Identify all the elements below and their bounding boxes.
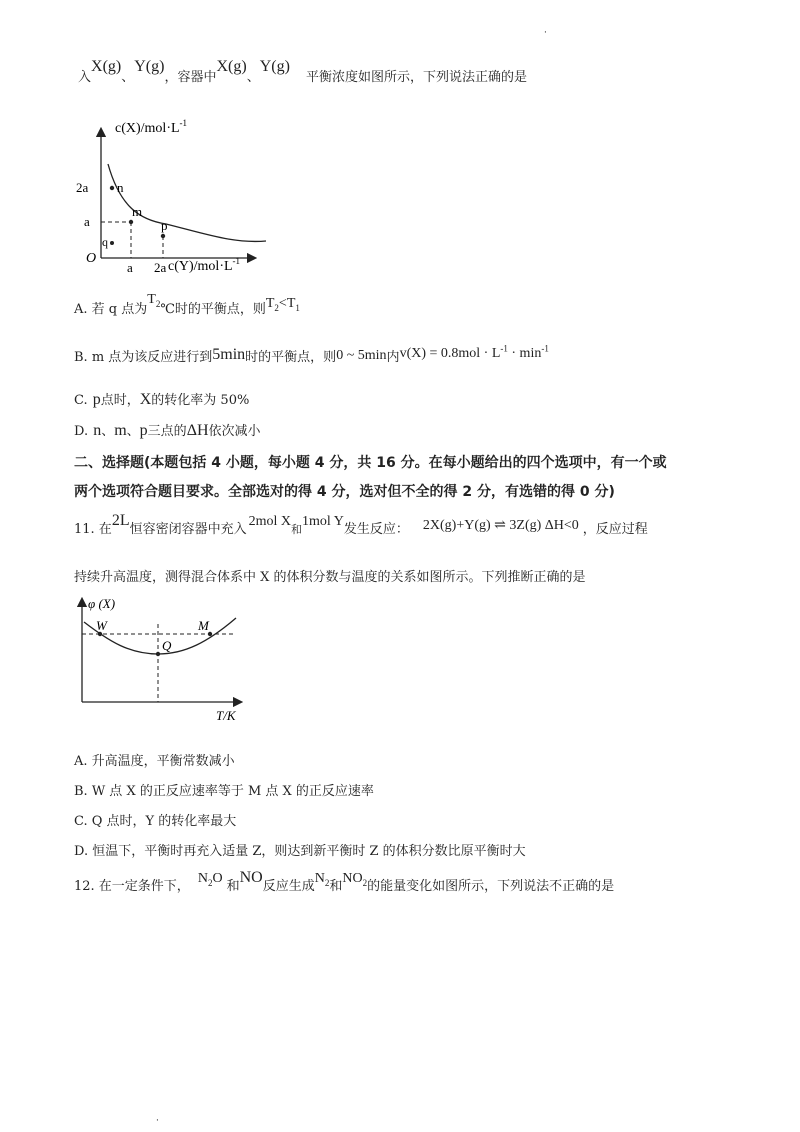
q10-stem-x1: X(g) — [91, 58, 122, 75]
stray-dot-top: · — [544, 28, 547, 38]
q10-origin-label: O — [86, 251, 97, 266]
q11-label-m: M — [198, 618, 209, 633]
q10-option-c-mid: 点时， — [100, 393, 140, 408]
q10-option-d — [74, 420, 261, 440]
q10-option-d-dh: ΔH — [186, 422, 209, 439]
q10-option-b-prefix: B. m 点为该反应进行到 — [74, 350, 213, 365]
q10-stem-x2: X(g) — [216, 58, 247, 75]
q10-option-b-time: 5min — [212, 346, 246, 363]
q10-xlabel: $c(Y)/mol\cdot L^{-1}$ — [168, 256, 241, 274]
q10-option-d-sep1: 、 — [101, 424, 115, 439]
q10-point-m — [129, 220, 133, 224]
q12-end: 的能量变化如图所示，下列说法不正确的是 — [367, 879, 615, 894]
q10-label-n: n — [117, 180, 124, 195]
q12-and-2: 和 — [329, 879, 343, 894]
q10-stem-text-3: ，容器中 — [164, 70, 217, 85]
q10-option-c-end: 的转化率为 50% — [151, 393, 250, 408]
q11-option-a: A. 升高温度，平衡常数减小 — [74, 754, 235, 769]
q12-no: NO — [239, 869, 263, 886]
q10-option-b-rate: $v(X) = 0.8mol \cdot L^{-1} \cdot \min^{-1}$ — [399, 343, 549, 361]
q10-option-d-m: m — [114, 422, 127, 439]
q12-n2: $N_2$ — [314, 871, 330, 888]
q12-mid: 反应生成 — [262, 879, 315, 894]
q11-text-2: 发生反应： — [343, 522, 409, 537]
q10-label-p: p — [161, 218, 168, 233]
q11-point-q — [156, 652, 160, 656]
q10-stem-line — [78, 58, 527, 86]
q10-point-n — [110, 186, 114, 190]
q11-equation: 2X(g)+Y(g) ⇌ 3Z(g) ΔH<0 — [422, 518, 579, 533]
q12-stem — [74, 869, 615, 896]
q10-option-b-inside: 内 — [386, 350, 400, 365]
q11-and: 和 — [291, 523, 302, 536]
q10-label-q: q — [102, 235, 108, 249]
q11-amount-y: 1mol Y — [302, 514, 344, 529]
q10-option-a-relation: $T_2<T_1$ — [265, 296, 300, 313]
q10-point-q — [110, 241, 114, 245]
q10-stem-y2: Y(g) — [259, 58, 290, 75]
q11-stem-line2: 持续升高温度，测得混合体系中 X 的体积分数与温度的关系如图所示。下列推断正确的是 — [74, 570, 586, 585]
q11-xlabel: T/K — [216, 708, 236, 723]
q11-number: 11. 在 — [74, 522, 112, 537]
section2-heading-line1: 二、选择题(本题包括 4 小题，每小题 4 分，共 16 分。在每小题给出的四个选项中，有一个或 — [74, 455, 667, 471]
q10-option-c — [74, 389, 249, 409]
q10-option-a-prefix: A. 若 q 点为 — [74, 302, 148, 317]
q11-volume-fraction-graph — [70, 594, 270, 724]
q10-curve — [108, 164, 228, 239]
q10-option-c-prefix: C. — [74, 393, 88, 408]
q11-label-q: Q — [162, 638, 172, 653]
q11-option-b: B. W 点 X 的正反应速率等于 M 点 X 的正反应速率 — [74, 784, 374, 799]
q10-stem-text-1: 入 — [78, 70, 92, 85]
section2-heading-line2: 两个选项符合题目要求。全部选对的得 4 分，选对但不全的得 2 分，有选错的得 0 分) — [74, 484, 615, 500]
q11-volume: 2L — [111, 512, 130, 529]
q10-point-p — [161, 234, 165, 238]
q10-stem-text-5: 平衡浓度如图所示，下列说法正确的是 — [305, 70, 527, 85]
q10-stem-y1: Y(g) — [134, 58, 165, 75]
q10-label-m: m — [132, 204, 143, 219]
q11-option-c: C. Q 点时，Y 的转化率最大 — [74, 814, 237, 829]
q10-option-b — [74, 343, 549, 366]
q10-option-c-p: p — [92, 391, 101, 408]
q10-option-d-mid: 三点的 — [147, 424, 187, 439]
q11-option-d: D. 恒温下，平衡时再充入适量 Z，则达到新平衡时 Z 的体积分数比原平衡时大 — [74, 844, 526, 859]
q10-concentration-graph — [70, 112, 290, 280]
q10-ylabel: $c(X)/mol\cdot L^{-1}$ — [115, 118, 188, 136]
q11-text-1: 恒容密闭容器中充入 — [129, 522, 247, 537]
q10-xtick-a: a — [127, 260, 133, 275]
q10-option-a-t2: $T_2$ — [147, 292, 161, 309]
q10-option-a — [74, 292, 300, 319]
q11-amount-x: 2mol X — [248, 514, 291, 529]
q10-option-d-prefix: D. — [74, 424, 89, 439]
q10-option-b-range: 0 ~ 5min — [336, 348, 387, 363]
q10-option-d-sep2: 、 — [126, 424, 140, 439]
q10-option-c-x: X — [139, 391, 152, 408]
q10-ytick-a: a — [84, 214, 90, 229]
q11-label-w: W — [96, 618, 107, 633]
q12-n2o: $N_2O$ — [197, 871, 223, 888]
q10-option-d-end: 依次减小 — [208, 424, 261, 439]
q10-option-a-mid: ℃时的平衡点，则 — [160, 302, 266, 317]
q10-stem-text-4: 、 — [246, 70, 260, 85]
q12-number: 12. 在一定条件下， — [74, 879, 190, 894]
q12-and-1: 和 — [226, 879, 240, 894]
q10-ytick-2a: 2a — [76, 180, 89, 195]
q10-curve-tail — [228, 239, 266, 241]
q11-stem-line1 — [74, 512, 648, 538]
q11-ylabel: φ (X) — [88, 596, 116, 611]
q10-stem-text-2: 、 — [121, 70, 135, 85]
stray-dot-bottom: · — [156, 1116, 159, 1126]
q10-option-d-n: n — [93, 422, 102, 439]
q10-option-b-mid: 时的平衡点，则 — [245, 350, 337, 365]
q11-text-3: ，反应过程 — [582, 522, 648, 537]
q10-option-d-p: p — [139, 422, 148, 439]
q10-xtick-2a: 2a — [154, 260, 167, 275]
q12-no2: $NO_2$ — [342, 871, 368, 888]
